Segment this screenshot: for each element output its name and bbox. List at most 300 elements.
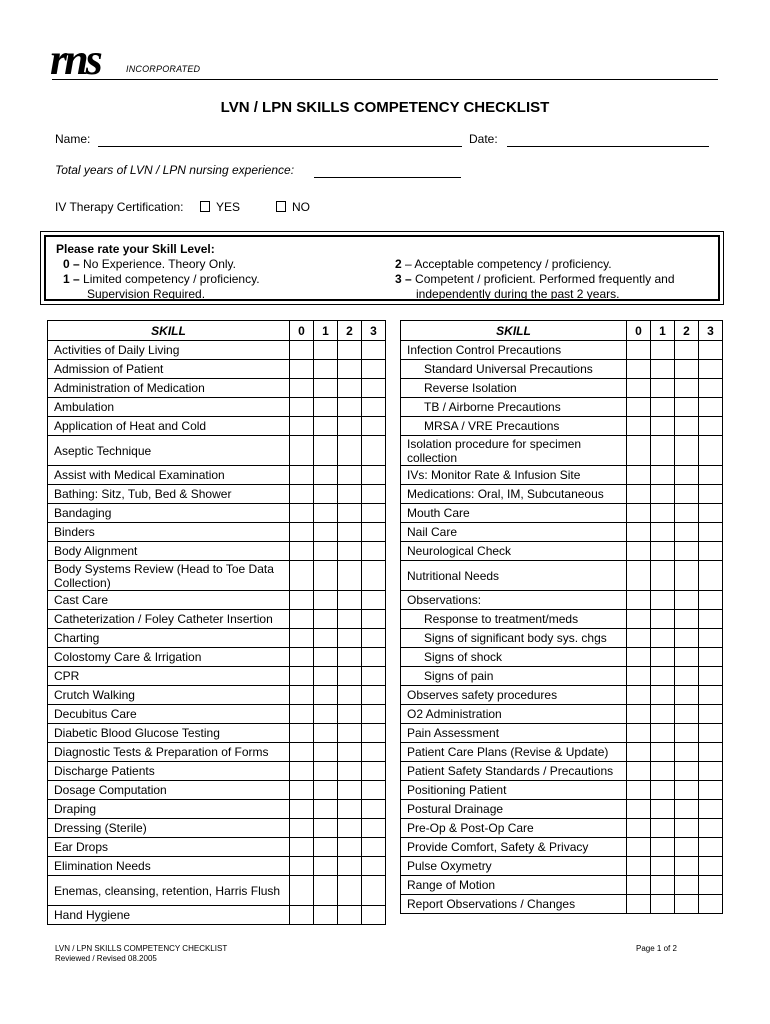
rating-cell-3[interactable] — [699, 591, 723, 610]
rating-cell-2[interactable] — [338, 667, 362, 686]
rating-cell-3[interactable] — [699, 857, 723, 876]
skill-name: Diabetic Blood Glucose Testing — [48, 724, 290, 743]
rating-cell-1[interactable] — [651, 542, 675, 561]
rating-cell-1[interactable] — [651, 485, 675, 504]
rating-cell-0[interactable] — [627, 895, 651, 914]
rating-cell-1[interactable] — [651, 895, 675, 914]
rating-cell-2[interactable] — [338, 504, 362, 523]
rating-cell-0[interactable] — [627, 629, 651, 648]
rating-cell-3[interactable] — [699, 819, 723, 838]
skill-name: Postural Drainage — [401, 800, 627, 819]
rating-cell-1[interactable] — [651, 417, 675, 436]
rating-cell-1[interactable] — [651, 379, 675, 398]
rating-cell-1[interactable] — [314, 466, 338, 485]
rating-cell-0[interactable] — [627, 686, 651, 705]
skill-name: Observes safety procedures — [401, 686, 627, 705]
rating-cell-2[interactable] — [338, 819, 362, 838]
rating-3-text: Competent / proficient. Performed frequently and — [415, 272, 675, 286]
rating-cell-0[interactable] — [627, 819, 651, 838]
rating-cell-3[interactable] — [699, 542, 723, 561]
rating-cell-0[interactable] — [290, 436, 314, 466]
skill-name: Neurological Check — [401, 542, 627, 561]
rating-cell-1[interactable] — [651, 523, 675, 542]
rating-cell-2[interactable] — [675, 686, 699, 705]
table-row — [401, 504, 723, 523]
rating-cell-0[interactable] — [290, 648, 314, 667]
experience-field[interactable] — [314, 163, 461, 178]
rating-cell-0[interactable] — [627, 857, 651, 876]
rating-cell-0[interactable] — [290, 819, 314, 838]
table-row — [401, 542, 723, 561]
table-row — [48, 743, 386, 762]
rating-cell-1[interactable] — [314, 800, 338, 819]
rating-cell-0[interactable] — [627, 523, 651, 542]
rating-cell-0[interactable] — [290, 466, 314, 485]
skill-name: MRSA / VRE Precautions — [401, 417, 627, 436]
rating-cell-3[interactable] — [362, 648, 386, 667]
rating-cell-1[interactable] — [314, 743, 338, 762]
rating-cell-3[interactable] — [699, 743, 723, 762]
rating-cell-2[interactable] — [338, 523, 362, 542]
rating-heading: Please rate your Skill Level: — [56, 242, 215, 256]
skill-name: Provide Comfort, Safety & Privacy — [401, 838, 627, 857]
rating-2-header: 2 — [338, 321, 362, 341]
rating-cell-3[interactable] — [699, 436, 723, 466]
rating-cell-1[interactable] — [651, 398, 675, 417]
rating-cell-0[interactable] — [290, 667, 314, 686]
rating-cell-2[interactable] — [675, 466, 699, 485]
rating-cell-3[interactable] — [699, 876, 723, 895]
rating-cell-0[interactable] — [290, 398, 314, 417]
skill-name: Mouth Care — [401, 504, 627, 523]
rating-cell-1[interactable] — [314, 591, 338, 610]
rating-cell-1[interactable] — [651, 857, 675, 876]
logo-wordmark: INCORPORATED — [126, 64, 201, 74]
rating-cell-3[interactable] — [362, 561, 386, 591]
rating-cell-0[interactable] — [290, 504, 314, 523]
table-row — [401, 762, 723, 781]
skill-name: Elimination Needs — [48, 857, 290, 876]
table-row — [48, 705, 386, 724]
rating-cell-1[interactable] — [314, 341, 338, 360]
rating-cell-3[interactable] — [699, 762, 723, 781]
skill-name: Cast Care — [48, 591, 290, 610]
rating-cell-3[interactable] — [699, 667, 723, 686]
rating-cell-2[interactable] — [675, 781, 699, 800]
rating-cell-2[interactable] — [675, 705, 699, 724]
rating-cell-3[interactable] — [699, 523, 723, 542]
rating-cell-2[interactable] — [675, 398, 699, 417]
table-row — [401, 561, 723, 591]
rating-cell-3[interactable] — [362, 686, 386, 705]
rating-cell-0[interactable] — [627, 466, 651, 485]
rating-cell-0[interactable] — [627, 561, 651, 591]
rating-cell-1[interactable] — [314, 436, 338, 466]
rating-cell-0[interactable] — [290, 561, 314, 591]
rating-cell-0[interactable] — [290, 686, 314, 705]
rating-cell-1[interactable] — [314, 838, 338, 857]
rating-cell-1[interactable] — [314, 360, 338, 379]
rating-cell-1[interactable] — [651, 504, 675, 523]
rating-cell-3[interactable] — [699, 610, 723, 629]
rating-cell-3[interactable] — [699, 341, 723, 360]
rating-cell-2[interactable] — [338, 857, 362, 876]
rating-cell-0[interactable] — [290, 800, 314, 819]
rating-cell-3[interactable] — [362, 523, 386, 542]
rating-cell-1[interactable] — [651, 762, 675, 781]
rating-cell-0[interactable] — [290, 591, 314, 610]
skill-name: Body Alignment — [48, 542, 290, 561]
right-skills-table — [400, 320, 723, 914]
rating-cell-1[interactable] — [314, 724, 338, 743]
rating-cell-3[interactable] — [362, 781, 386, 800]
rating-cell-0[interactable] — [290, 781, 314, 800]
rating-cell-3[interactable] — [699, 629, 723, 648]
rating-cell-0[interactable] — [627, 762, 651, 781]
rating-cell-1[interactable] — [651, 724, 675, 743]
rating-cell-3[interactable] — [362, 906, 386, 925]
rating-cell-3[interactable] — [362, 610, 386, 629]
rating-cell-2[interactable] — [675, 417, 699, 436]
rating-cell-1[interactable] — [651, 648, 675, 667]
rating-cell-1[interactable] — [314, 485, 338, 504]
rating-cell-0[interactable] — [627, 876, 651, 895]
rating-cell-3[interactable] — [362, 591, 386, 610]
rating-cell-0[interactable] — [290, 876, 314, 906]
rating-cell-3[interactable] — [362, 360, 386, 379]
rating-cell-2[interactable] — [675, 523, 699, 542]
name-field[interactable] — [98, 132, 462, 147]
rating-cell-3[interactable] — [362, 705, 386, 724]
yes-checkbox[interactable] — [200, 201, 210, 212]
rating-cell-2[interactable] — [338, 610, 362, 629]
rating-cell-1[interactable] — [651, 360, 675, 379]
rating-cell-2[interactable] — [338, 705, 362, 724]
rating-cell-3[interactable] — [699, 466, 723, 485]
rating-cell-0[interactable] — [290, 838, 314, 857]
rating-cell-3[interactable] — [699, 781, 723, 800]
rating-cell-1[interactable] — [314, 762, 338, 781]
rating-cell-3[interactable] — [362, 667, 386, 686]
rating-cell-2[interactable] — [338, 686, 362, 705]
rating-cell-2[interactable] — [338, 561, 362, 591]
rating-cell-2[interactable] — [675, 485, 699, 504]
table-row — [48, 686, 386, 705]
table-row — [48, 523, 386, 542]
rating-cell-3[interactable] — [362, 504, 386, 523]
rating-cell-1[interactable] — [651, 838, 675, 857]
rating-cell-0[interactable] — [627, 705, 651, 724]
rating-cell-1[interactable] — [314, 504, 338, 523]
rating-cell-0[interactable] — [627, 591, 651, 610]
rating-cell-2[interactable] — [338, 648, 362, 667]
rating-cell-1[interactable] — [651, 819, 675, 838]
rating-cell-0[interactable] — [290, 906, 314, 925]
skill-header: SKILL — [401, 321, 627, 341]
rating-cell-1[interactable] — [651, 466, 675, 485]
rating-cell-1[interactable] — [651, 610, 675, 629]
rating-cell-1[interactable] — [651, 629, 675, 648]
rating-cell-3[interactable] — [699, 838, 723, 857]
rating-cell-0[interactable] — [627, 667, 651, 686]
table-row — [401, 667, 723, 686]
table-row — [48, 629, 386, 648]
rating-cell-1[interactable] — [651, 341, 675, 360]
rating-cell-2[interactable] — [675, 838, 699, 857]
table-row — [401, 398, 723, 417]
rating-cell-2[interactable] — [338, 743, 362, 762]
rating-cell-1[interactable] — [314, 819, 338, 838]
iv-no-option[interactable] — [276, 200, 310, 214]
skill-name: Catheterization / Foley Catheter Insertion — [48, 610, 290, 629]
rating-cell-2[interactable] — [338, 876, 362, 906]
rating-cell-2[interactable] — [675, 610, 699, 629]
table-row — [48, 341, 386, 360]
rating-cell-2[interactable] — [338, 417, 362, 436]
rating-cell-3[interactable] — [362, 379, 386, 398]
rating-cell-2[interactable] — [675, 504, 699, 523]
rating-0-header: 0 — [290, 321, 314, 341]
rating-cell-0[interactable] — [627, 743, 651, 762]
rating-cell-0[interactable] — [290, 360, 314, 379]
rating-cell-3[interactable] — [699, 398, 723, 417]
rating-cell-3[interactable] — [362, 819, 386, 838]
rating-legend-inner — [44, 235, 720, 301]
rating-cell-0[interactable] — [627, 417, 651, 436]
rating-cell-0[interactable] — [290, 417, 314, 436]
rating-cell-1[interactable] — [651, 561, 675, 591]
skill-name: Binders — [48, 523, 290, 542]
table-row — [48, 819, 386, 838]
rating-cell-2[interactable] — [675, 743, 699, 762]
rating-cell-0[interactable] — [627, 360, 651, 379]
rating-cell-1[interactable] — [314, 417, 338, 436]
rating-cell-3[interactable] — [699, 485, 723, 504]
rating-cell-3[interactable] — [362, 485, 386, 504]
name-label: Name: — [55, 132, 91, 146]
rating-cell-3[interactable] — [699, 561, 723, 591]
table-row — [401, 466, 723, 485]
table-row — [48, 781, 386, 800]
rating-cell-2[interactable] — [675, 800, 699, 819]
rating-cell-2[interactable] — [338, 629, 362, 648]
rating-cell-3[interactable] — [362, 724, 386, 743]
rating-cell-2[interactable] — [675, 876, 699, 895]
skill-name: Observations: — [401, 591, 627, 610]
table-row — [401, 724, 723, 743]
rating-cell-1[interactable] — [651, 686, 675, 705]
rating-cell-1[interactable] — [314, 542, 338, 561]
rating-cell-1[interactable] — [314, 686, 338, 705]
footer-title: LVN / LPN SKILLS COMPETENCY CHECKLIST — [55, 944, 228, 953]
rating-cell-2[interactable] — [338, 542, 362, 561]
rating-cell-2[interactable] — [338, 591, 362, 610]
rating-cell-0[interactable] — [290, 857, 314, 876]
rating-cell-3[interactable] — [362, 398, 386, 417]
rating-cell-3[interactable] — [362, 876, 386, 906]
rating-cell-3[interactable] — [362, 466, 386, 485]
rating-cell-1[interactable] — [314, 561, 338, 591]
rating-cell-3[interactable] — [362, 762, 386, 781]
rating-cell-2[interactable] — [338, 762, 362, 781]
rating-3-continued: independently during the past 2 years. — [416, 287, 620, 301]
rating-cell-1[interactable] — [651, 436, 675, 466]
skill-name: Application of Heat and Cold — [48, 417, 290, 436]
rating-cell-1[interactable] — [314, 523, 338, 542]
skill-name: Pain Assessment — [401, 724, 627, 743]
table-row — [401, 781, 723, 800]
table-row — [401, 417, 723, 436]
rating-cell-0[interactable] — [627, 379, 651, 398]
rating-cell-1[interactable] — [314, 705, 338, 724]
rating-cell-2[interactable] — [338, 398, 362, 417]
rating-cell-0[interactable] — [627, 542, 651, 561]
rating-cell-2[interactable] — [338, 800, 362, 819]
rating-cell-2[interactable] — [675, 341, 699, 360]
skill-name: Reverse Isolation — [401, 379, 627, 398]
rating-cell-1[interactable] — [314, 906, 338, 925]
rating-cell-2[interactable] — [675, 857, 699, 876]
rating-cell-2[interactable] — [675, 379, 699, 398]
rating-cell-3[interactable] — [699, 648, 723, 667]
rating-cell-2[interactable] — [675, 895, 699, 914]
rating-cell-0[interactable] — [290, 341, 314, 360]
skill-name: Signs of shock — [401, 648, 627, 667]
rating-cell-2[interactable] — [338, 906, 362, 925]
rating-cell-1[interactable] — [651, 800, 675, 819]
rating-cell-1[interactable] — [651, 591, 675, 610]
rating-cell-2[interactable] — [338, 838, 362, 857]
rating-cell-3[interactable] — [699, 705, 723, 724]
rating-cell-3[interactable] — [362, 417, 386, 436]
rating-cell-0[interactable] — [290, 724, 314, 743]
rating-cell-2[interactable] — [675, 629, 699, 648]
rating-cell-0[interactable] — [290, 523, 314, 542]
rating-cell-1[interactable] — [314, 629, 338, 648]
rating-cell-2[interactable] — [338, 379, 362, 398]
rating-cell-0[interactable] — [627, 485, 651, 504]
rating-cell-1[interactable] — [651, 781, 675, 800]
rating-cell-2[interactable] — [675, 591, 699, 610]
rating-cell-1[interactable] — [651, 667, 675, 686]
rating-cell-3[interactable] — [699, 800, 723, 819]
rating-cell-0[interactable] — [627, 648, 651, 667]
rating-cell-1[interactable] — [314, 781, 338, 800]
rating-cell-0[interactable] — [290, 610, 314, 629]
table-row — [48, 610, 386, 629]
rating-cell-1[interactable] — [651, 876, 675, 895]
rating-cell-2[interactable] — [338, 360, 362, 379]
table-row — [401, 857, 723, 876]
rating-cell-0[interactable] — [290, 705, 314, 724]
rating-1-header: 1 — [651, 321, 675, 341]
rating-cell-2[interactable] — [338, 436, 362, 466]
rating-cell-0[interactable] — [627, 504, 651, 523]
rating-cell-0[interactable] — [627, 781, 651, 800]
rating-cell-3[interactable] — [699, 360, 723, 379]
rating-cell-3[interactable] — [699, 895, 723, 914]
rating-cell-0[interactable] — [627, 838, 651, 857]
rating-cell-2[interactable] — [675, 542, 699, 561]
rating-cell-2[interactable] — [675, 648, 699, 667]
rating-cell-0[interactable] — [627, 610, 651, 629]
table-row — [48, 648, 386, 667]
rating-cell-1[interactable] — [314, 648, 338, 667]
rating-cell-0[interactable] — [627, 341, 651, 360]
rating-cell-3[interactable] — [699, 686, 723, 705]
table-row — [48, 504, 386, 523]
rating-cell-0[interactable] — [627, 724, 651, 743]
rating-cell-0[interactable] — [290, 485, 314, 504]
no-checkbox[interactable] — [276, 201, 286, 212]
rating-cell-2[interactable] — [675, 762, 699, 781]
rating-cell-1[interactable] — [314, 667, 338, 686]
rating-cell-0[interactable] — [627, 800, 651, 819]
rating-cell-2[interactable] — [338, 485, 362, 504]
rating-cell-3[interactable] — [362, 629, 386, 648]
rating-cell-0[interactable] — [627, 398, 651, 417]
rating-cell-1[interactable] — [314, 857, 338, 876]
rating-cell-2[interactable] — [675, 360, 699, 379]
rating-cell-2[interactable] — [675, 561, 699, 591]
rating-cell-2[interactable] — [338, 341, 362, 360]
table-row — [48, 379, 386, 398]
rating-cell-1[interactable] — [651, 743, 675, 762]
rating-cell-0[interactable] — [290, 629, 314, 648]
rating-2-text: – Acceptable competency / proficiency. — [405, 257, 612, 271]
rating-cell-1[interactable] — [314, 398, 338, 417]
rating-0-header: 0 — [627, 321, 651, 341]
rating-cell-0[interactable] — [290, 542, 314, 561]
rating-cell-3[interactable] — [362, 743, 386, 762]
rating-cell-2[interactable] — [675, 436, 699, 466]
rating-cell-2[interactable] — [338, 781, 362, 800]
rating-cell-0[interactable] — [290, 762, 314, 781]
rating-cell-2[interactable] — [675, 819, 699, 838]
rating-cell-3[interactable] — [362, 838, 386, 857]
date-field[interactable] — [507, 132, 709, 147]
rating-3-header: 3 — [699, 321, 723, 341]
rating-cell-0[interactable] — [290, 743, 314, 762]
rating-cell-2[interactable] — [338, 466, 362, 485]
rating-cell-0[interactable] — [290, 379, 314, 398]
rating-cell-3[interactable] — [362, 857, 386, 876]
iv-yes-option[interactable] — [200, 200, 240, 214]
skill-name: Assist with Medical Examination — [48, 466, 290, 485]
footer-revision: Reviewed / Revised 08.2005 — [55, 954, 157, 963]
rating-cell-3[interactable] — [699, 504, 723, 523]
skill-name: Ear Drops — [48, 838, 290, 857]
skill-name: Crutch Walking — [48, 686, 290, 705]
rating-cell-0[interactable] — [627, 436, 651, 466]
rating-cell-1[interactable] — [651, 705, 675, 724]
rating-cell-3[interactable] — [362, 542, 386, 561]
rating-cell-1[interactable] — [314, 610, 338, 629]
rating-cell-2[interactable] — [675, 724, 699, 743]
rating-cell-3[interactable] — [699, 379, 723, 398]
rating-1-text: Limited competency / proficiency. — [83, 272, 260, 286]
rating-cell-3[interactable] — [362, 436, 386, 466]
rating-cell-3[interactable] — [362, 800, 386, 819]
rating-cell-3[interactable] — [362, 341, 386, 360]
rating-cell-3[interactable] — [699, 417, 723, 436]
rating-cell-2[interactable] — [675, 667, 699, 686]
rating-cell-2[interactable] — [338, 724, 362, 743]
rating-cell-3[interactable] — [699, 724, 723, 743]
skill-name: IVs: Monitor Rate & Infusion Site — [401, 466, 627, 485]
rating-cell-1[interactable] — [314, 379, 338, 398]
rating-cell-1[interactable] — [314, 876, 338, 906]
